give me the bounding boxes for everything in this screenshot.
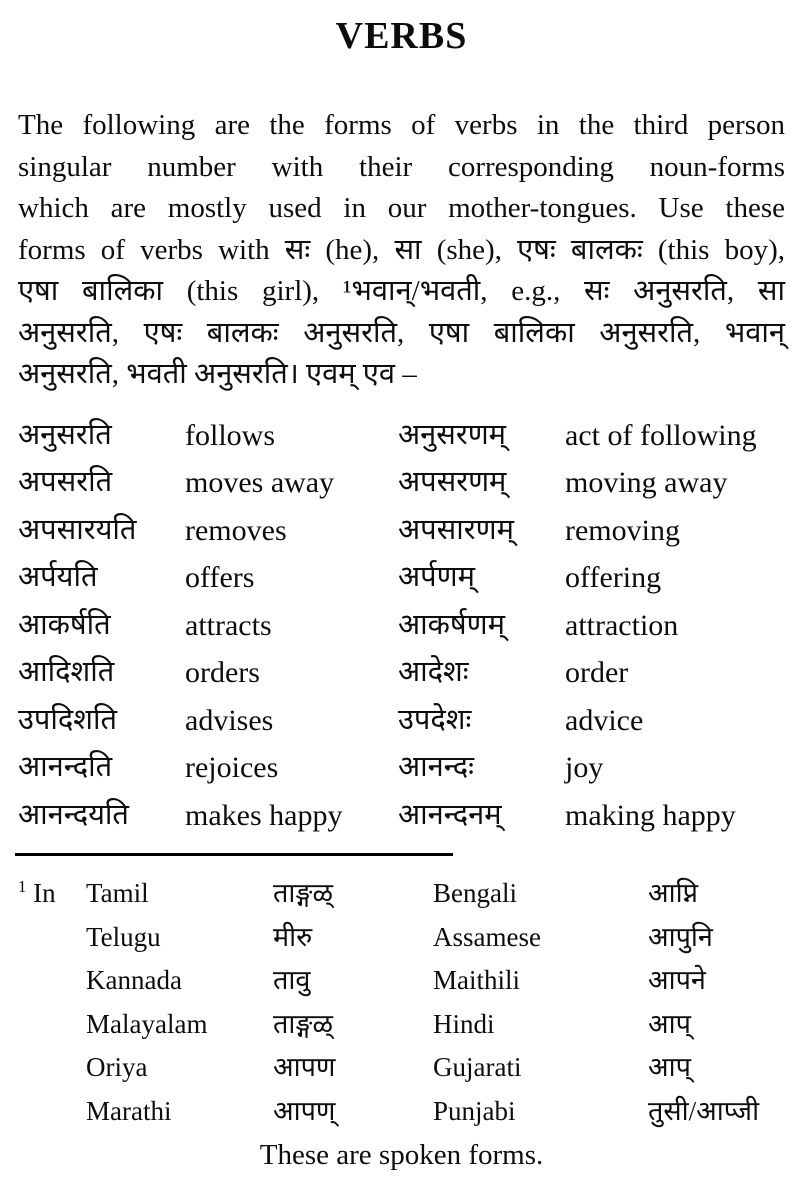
pronoun-word: ताङ्गळ् xyxy=(273,878,333,908)
footnote-prefix: In xyxy=(33,878,56,908)
language-name: Telugu xyxy=(86,921,161,952)
closing-note: These are spoken forms. xyxy=(259,1139,544,1171)
verb-meaning: advises xyxy=(185,703,274,737)
language-name: Tamil xyxy=(86,878,149,908)
verb-meaning: removes xyxy=(185,513,287,547)
pronoun-word: तुसी/आप्जी xyxy=(648,1095,760,1126)
verb-sanskrit: आदिशति xyxy=(18,656,115,688)
footnote-spacer xyxy=(18,1046,86,1090)
verb-meaning: attracts xyxy=(185,608,272,642)
noun-meaning: attraction xyxy=(565,608,679,642)
paragraph-line: अनुसरति, भवती अनुसरति। एवम् एव – xyxy=(18,358,417,390)
language-name: Hindi xyxy=(433,1008,495,1039)
verb-sanskrit: अनुसरति xyxy=(18,418,112,451)
pronoun-word: आपण xyxy=(273,1052,336,1082)
verb-sanskrit: उपदिशति xyxy=(18,703,118,736)
verb-sanskrit: आनन्दति xyxy=(18,751,113,783)
verb-meaning: follows xyxy=(185,418,275,452)
noun-meaning: order xyxy=(565,656,629,689)
verb-meaning: offers xyxy=(185,561,255,594)
footnote-spacer xyxy=(18,1003,86,1047)
language-name: Assamese xyxy=(433,921,541,952)
noun-sanskrit: अनुसरणम् xyxy=(398,418,507,451)
language-name: Gujarati xyxy=(433,1052,522,1082)
page-title: VERBS xyxy=(335,15,468,57)
footnote-spacer xyxy=(18,1090,86,1134)
noun-sanskrit: आकर्षणम् xyxy=(398,608,505,641)
language-name: Kannada xyxy=(86,965,182,995)
pronoun-word: आप्नि xyxy=(648,878,698,908)
noun-meaning: making happy xyxy=(565,798,736,832)
noun-sanskrit: आनन्दः xyxy=(398,751,474,783)
pronoun-word: आपुनि xyxy=(648,921,713,952)
verb-meaning: moves away xyxy=(185,466,335,499)
pronoun-word: आप् xyxy=(648,1008,691,1039)
noun-meaning: removing xyxy=(565,513,680,547)
pronoun-word: आपण् xyxy=(273,1095,336,1126)
verb-meaning: makes happy xyxy=(185,798,343,832)
verb-sanskrit: अपसारयति xyxy=(18,513,137,546)
paragraph-line: The following are the forms of verbs in the third person xyxy=(18,109,785,141)
pronoun-word: आप् xyxy=(648,1052,691,1082)
noun-sanskrit: आदेशः xyxy=(398,656,469,688)
noun-sanskrit: अपसरणम् xyxy=(398,466,507,498)
noun-sanskrit: उपदेशः xyxy=(398,703,472,736)
pronoun-word: ताङ्गळ् xyxy=(273,1008,333,1039)
noun-meaning: advice xyxy=(565,703,644,737)
paragraph-line: अनुसरति, एषः बालकः अनुसरति, एषा बालिका अनुसरति, भवान् xyxy=(18,316,785,349)
language-name: Punjabi xyxy=(433,1095,516,1126)
footnote-marker xyxy=(18,872,86,916)
verb-sanskrit: अर्पयति xyxy=(18,561,98,593)
noun-meaning: offering xyxy=(565,561,662,594)
noun-sanskrit: अर्पणम् xyxy=(398,561,475,593)
verb-meaning: orders xyxy=(185,656,260,689)
noun-meaning: joy xyxy=(565,751,604,784)
paragraph-line: singular number with their corresponding noun-forms xyxy=(18,150,785,183)
pronoun-word: आपने xyxy=(648,965,706,995)
verb-sanskrit: आनन्दयति xyxy=(18,798,129,831)
noun-sanskrit: अपसारणम् xyxy=(398,513,514,546)
language-name: Malayalam xyxy=(86,1008,208,1039)
noun-sanskrit: आनन्दनम् xyxy=(398,798,502,831)
footnote-spacer xyxy=(18,959,86,1003)
footnote-divider xyxy=(15,853,453,856)
footnote-superscript: 1 xyxy=(18,877,27,896)
noun-meaning: act of following xyxy=(565,418,757,452)
language-name: Oriya xyxy=(86,1052,148,1082)
language-name: Maithili xyxy=(433,965,520,995)
intro-paragraph xyxy=(18,105,785,396)
paragraph-line: forms of verbs with सः (he), सा (she), एषः बालकः (this boy), xyxy=(18,233,785,266)
language-name: Marathi xyxy=(86,1095,172,1126)
verb-sanskrit: आकर्षति xyxy=(18,608,111,641)
verb-meaning: rejoices xyxy=(185,751,279,784)
pronoun-word: मीरु xyxy=(273,921,313,952)
paragraph-line: which are mostly used in our mother-tongues. Use these xyxy=(18,192,785,224)
verb-sanskrit: अपसरति xyxy=(18,466,113,498)
footnote-table xyxy=(18,872,785,1133)
verb-table xyxy=(18,412,785,840)
paragraph-line: एषा बालिका (this girl), ¹भवान्/भवती, e.g., सः अनुसरति, सा xyxy=(18,275,785,307)
language-name: Bengali xyxy=(433,878,517,908)
pronoun-word: तावु xyxy=(273,965,311,995)
footnote-spacer xyxy=(18,916,86,960)
noun-meaning: moving away xyxy=(565,466,728,499)
